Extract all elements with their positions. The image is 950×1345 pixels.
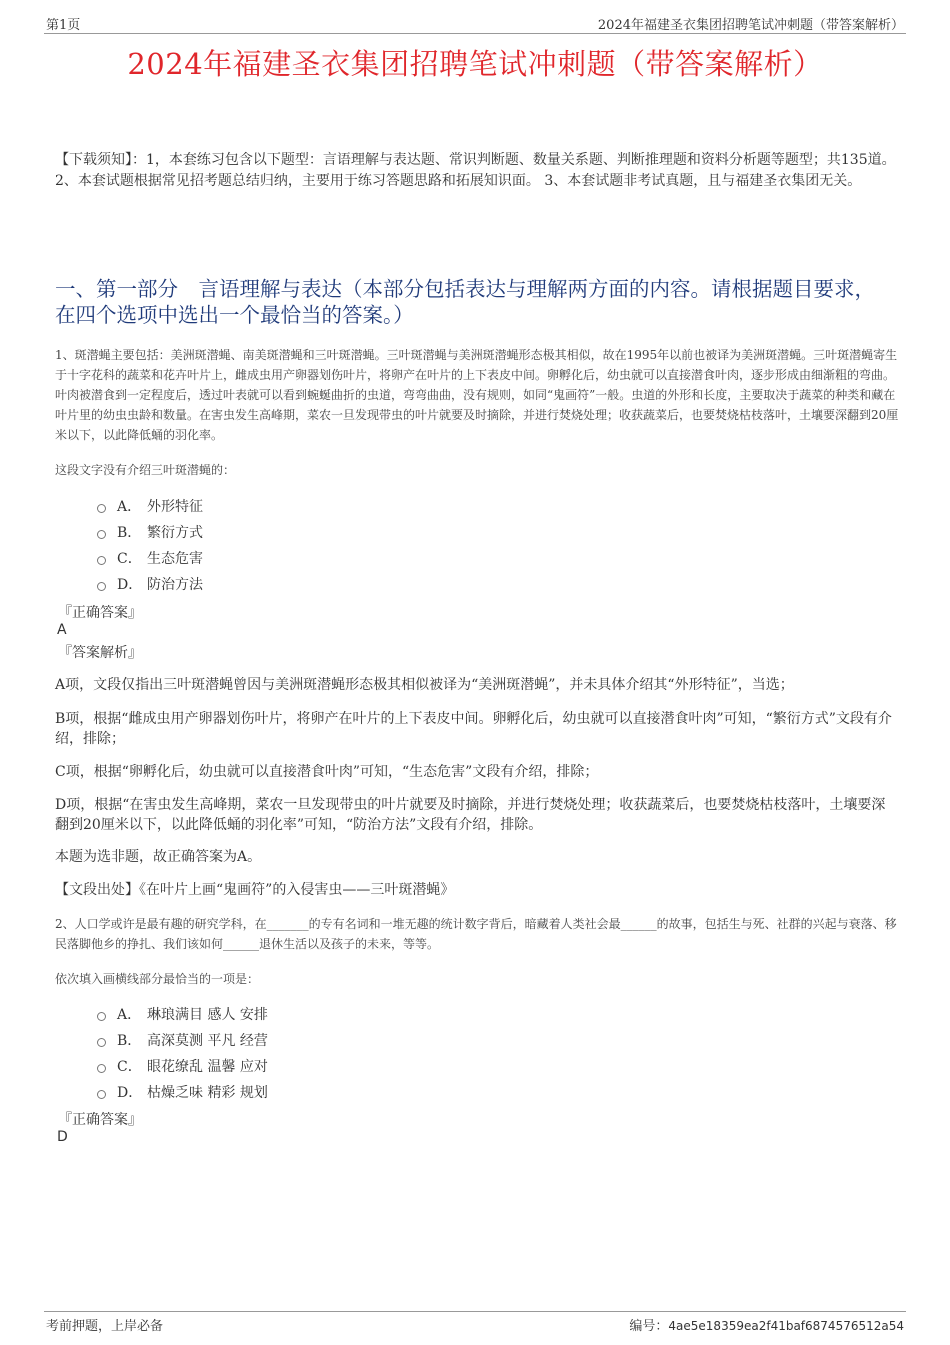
option-letter: C． xyxy=(117,551,142,567)
question-1-analysis-label: 『答案解析』 xyxy=(58,645,142,661)
option-letter: B． xyxy=(117,1033,142,1049)
page-number: 第1页 xyxy=(46,18,81,33)
question-2-option-d[interactable] xyxy=(97,1082,268,1102)
footer-code-label: 编号： xyxy=(629,1319,669,1334)
question-2-option-a[interactable] xyxy=(97,1004,268,1024)
question-2-answer: D xyxy=(57,1129,68,1145)
analysis-paragraph-b: B项，根据“雌成虫用产卵器划伤叶片，将卵产在叶片的上下表皮中间。卵孵化后，幼虫就可以直接潜食叶肉”可知，“繁衍方式”文段有介绍，排除； xyxy=(55,711,892,747)
question-1-text: 1、斑潜蝇主要包括：美洲斑潜蝇、南美斑潜蝇和三叶斑潜蝇。三叶斑潜蝇与美洲斑潜蝇形态极其相似，故在1995年以前也被译为美洲斑潜蝇。三叶斑潜蝇寄生于十字花科的蔬菜和花卉叶片上，雌成虫用产卵器划伤叶片，将卵产在叶片的上下表皮中间。卵孵化后，幼虫就可以直接潜食叶肉，逐步形成由细渐粗的弯曲。叶肉被潜食到一定程度后，透过叶表就可以看到蜿蜒曲折的虫道，弯弯曲曲，没有规则，如同“鬼画符”一般。虫道的外形和长度，主要取决于蔬菜的种类和藏在叶片里的幼虫虫龄和数量。在害虫发生高峰期，菜农一旦发现带虫的叶片就要及时摘除，并进行焚烧处理；收获蔬菜后，也要焚烧枯枝落叶，土壤要深翻到20厘米以下，以此降低蛹的羽化率。 xyxy=(55,348,899,442)
option-letter: A． xyxy=(117,1007,142,1023)
question-1-prompt: 这段文字没有介绍三叶斑潜蝇的： xyxy=(55,463,236,477)
option-letter: A． xyxy=(117,499,142,515)
radio-button-icon[interactable] xyxy=(97,1038,106,1047)
question-2-option-c[interactable] xyxy=(97,1056,268,1076)
header-divider xyxy=(44,33,906,34)
question-1-option-c[interactable] xyxy=(97,548,203,568)
radio-button-icon[interactable] xyxy=(97,1090,106,1099)
option-letter: C． xyxy=(117,1059,142,1075)
analysis-paragraph-d: D项，根据“在害虫发生高峰期，菜农一旦发现带虫的叶片就要及时摘除，并进行焚烧处理；收获蔬菜后，也要焚烧枯枝落叶，土壤要深翻到20厘米以下，以此降低蛹的羽化率”可知，“防治方法”文段有介绍，排除。 xyxy=(55,797,886,833)
download-notice: 【下载须知】：1，本套练习包含以下题型：言语理解与表达题、常识判断题、数量关系题、判断推理题和资料分析题等题型；共135道。 2、本套试题根据常见招考题总结归纳，主要用于练习答题思路和拓展知识面。 3、本套试题非考试真题，且与福建圣衣集团无关。 xyxy=(55,152,896,189)
radio-button-icon[interactable] xyxy=(97,530,106,539)
question-1-option-b[interactable] xyxy=(97,522,203,542)
analysis-paragraph-a: A项，文段仅指出三叶斑潜蝇曾因与美洲斑潜蝇形态极其相似被译为“美洲斑潜蝇”，并未具体介绍其“外形特征”，当选； xyxy=(55,677,794,693)
footer-code-value: 4ae5e18359ea2f41baf6874576512a54 xyxy=(668,1319,904,1333)
option-text: 生态危害 xyxy=(147,551,203,567)
footer-code xyxy=(629,1315,904,1334)
radio-button-icon[interactable] xyxy=(97,582,106,591)
option-text: 高深莫测 平凡 经营 xyxy=(147,1033,268,1049)
footer-divider xyxy=(44,1311,906,1312)
radio-button-icon[interactable] xyxy=(97,504,106,513)
radio-button-icon[interactable] xyxy=(97,1064,106,1073)
option-text: 防治方法 xyxy=(147,577,203,593)
option-letter: B． xyxy=(117,525,142,541)
radio-button-icon[interactable] xyxy=(97,1012,106,1021)
question-2-prompt: 依次填入画横线部分最恰当的一项是： xyxy=(55,972,260,986)
question-2-option-b[interactable] xyxy=(97,1030,268,1050)
question-1-answer-label: 『正确答案』 xyxy=(58,605,142,621)
question-2-text: 2、人口学或许是最有趣的研究学科，在_______的专有名词和一堆无趣的统计数字背后，暗藏着人类社会最______的故事，包括生与死、社群的兴起与衰落、移民落脚他乡的挣扎、我们该如何______退休生活以及孩子的未来，等等。 xyxy=(55,917,897,951)
option-text: 琳琅满目 感人 安排 xyxy=(147,1007,268,1023)
analysis-source: 【文段出处】《在叶片上画“鬼画符”的入侵害虫——三叶斑潜蝇》 xyxy=(55,882,455,898)
option-text: 眼花缭乱 温馨 应对 xyxy=(147,1059,268,1075)
radio-button-icon[interactable] xyxy=(97,556,106,565)
running-header-title: 2024年福建圣衣集团招聘笔试冲刺题（带答案解析） xyxy=(597,18,904,33)
option-text: 枯燥乏味 精彩 规划 xyxy=(147,1085,268,1101)
footer-slogan: 考前押题，上岸必备 xyxy=(46,1319,164,1334)
option-text: 繁衍方式 xyxy=(147,525,203,541)
option-text: 外形特征 xyxy=(147,499,203,515)
question-1-answer: A xyxy=(57,622,67,638)
analysis-conclusion: 本题为选非题，故正确答案为A。 xyxy=(55,849,262,865)
option-letter: D． xyxy=(117,1085,143,1101)
question-1-option-d[interactable] xyxy=(97,574,203,594)
section-heading: 一、第一部分 言语理解与表达（本部分包括表达与理解两方面的内容。请根据题目要求，在四个选项中选出一个最恰当的答案。） xyxy=(55,277,875,327)
question-1-option-a[interactable] xyxy=(97,496,203,516)
document-title: 2024年福建圣衣集团招聘笔试冲刺题（带答案解析） xyxy=(127,47,823,81)
analysis-paragraph-c: C项，根据“卵孵化后，幼虫就可以直接潜食叶肉”可知，“生态危害”文段有介绍，排除； xyxy=(55,764,599,780)
question-2-answer-label: 『正确答案』 xyxy=(58,1112,142,1128)
option-letter: D． xyxy=(117,577,143,593)
